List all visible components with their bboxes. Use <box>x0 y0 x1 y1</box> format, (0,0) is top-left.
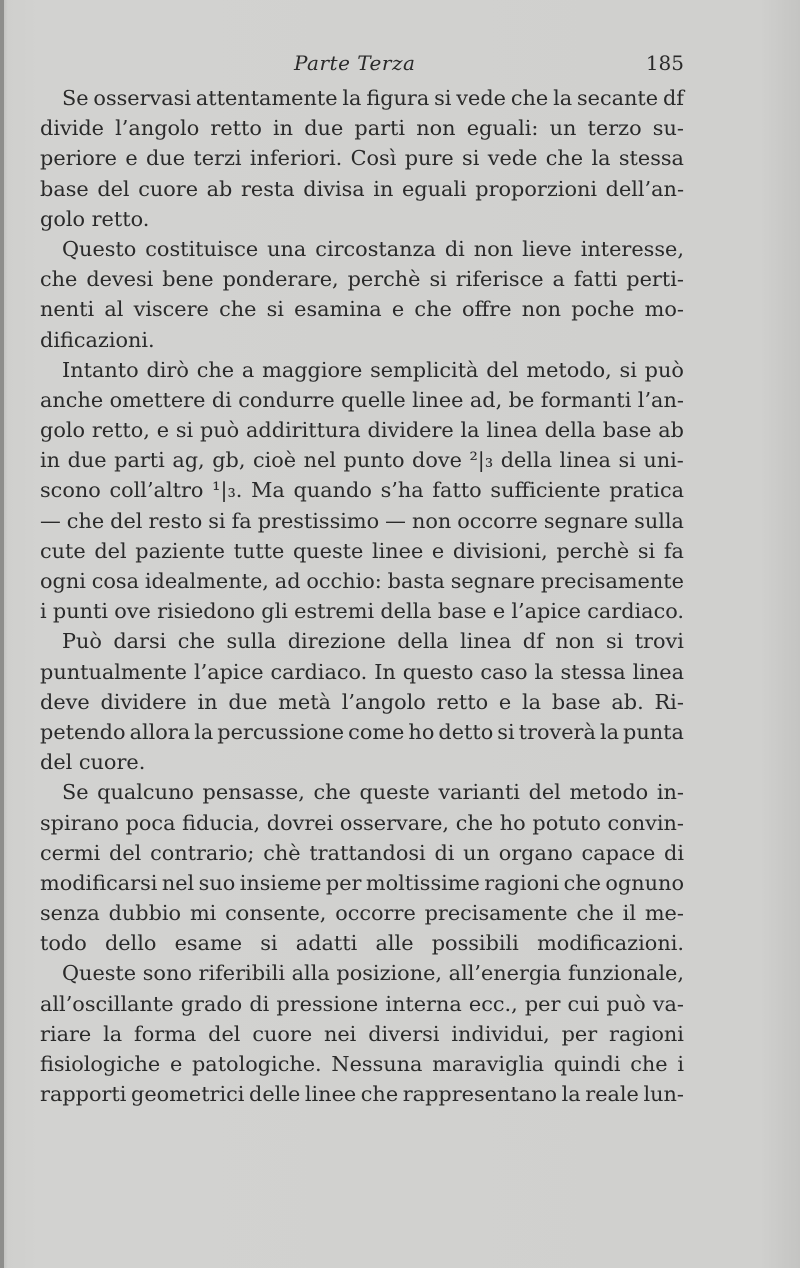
text-line: puntualmente l’apice cardiaco. In questo caso la stessa linea <box>40 659 684 684</box>
text-line: Intanto dirò che a maggiore semplicità del metodo, si può <box>62 357 684 382</box>
text-line: del cuore. <box>40 750 146 775</box>
text-line: Se osservasi attentamente la figura si vede che la secante df <box>62 86 684 110</box>
text-line: senza dubbio mi consente, occorre precisamente che il me- <box>40 901 684 926</box>
text-line: in due parti ag, gb, cioè nel punto dove ²|₃ della linea si uni- <box>40 448 684 473</box>
text-line: divide l’angolo retto in due parti non eguali: un terzo su- <box>40 116 684 141</box>
text-line: i punti ove risiedono gli estremi della base e l’apice cardiaco. <box>40 599 684 624</box>
text-line: petendo allora la percussione come ho detto si troverà la punta <box>40 719 684 744</box>
text-line: scono coll’altro ¹|₃. Ma quando s’ha fatto sufficiente pratica <box>40 478 684 503</box>
text-line: Questo costituisce una circostanza di non lieve interesse, <box>62 236 684 261</box>
text-line: todo dello esame si adatti alle possibili modificazioni. <box>40 931 684 956</box>
text-line: rapporti geometrici delle linee che rappresentano la reale lun- <box>40 1082 684 1107</box>
text-line: cermi del contrario; chè trattandosi di un organo capace di <box>40 840 684 865</box>
page-header <box>62 48 684 78</box>
text-line: periore e due terzi inferiori. Così pure si vede che la stessa <box>40 146 684 171</box>
text-line: cute del paziente tutte queste linee e divisioni, perchè si fa <box>40 538 684 563</box>
running-title: Parte Terza <box>294 51 416 75</box>
text-line: Se qualcuno pensasse, che queste varianti del metodo in- <box>62 780 684 805</box>
text-line: all’oscillante grado di pressione interna ecc., per cui può va- <box>40 991 684 1016</box>
text-line: Può darsi che sulla direzione della linea df non si trovi <box>62 629 684 654</box>
text-line: modificarsi nel suo insieme per moltissime ragioni che ognuno <box>40 870 684 895</box>
text-line: dificazioni. <box>40 327 155 352</box>
text-line: — che del resto si fa prestissimo — non occorre segnare sulla <box>40 508 684 533</box>
text-line: spirano poca fiducia, dovrei osservare, che ho potuto convin- <box>40 810 684 835</box>
body-text <box>40 83 684 1109</box>
text-line: golo retto. <box>40 206 150 231</box>
text-line: fisiologiche e patologiche. Nessuna maraviglia quindi che i <box>40 1052 684 1076</box>
text-line: riare la forma del cuore nei diversi individui, per ragioni <box>40 1021 684 1046</box>
page-number: 185 <box>645 51 684 75</box>
text-line: anche omettere di condurre quelle linee ad, be formanti l’an- <box>40 387 684 412</box>
text-line: nenti al viscere che si esamina e che offre non poche mo- <box>40 297 684 322</box>
text-line: base del cuore ab resta divisa in eguali proporzioni dell’an- <box>40 176 684 201</box>
text-line: ogni cosa idealmente, ad occhio: basta segnare precisamente <box>40 569 684 593</box>
text-line: Queste sono riferibili alla posizione, all’energia funzionale, <box>62 961 684 986</box>
text-line: golo retto, e si può addirittura dividere la linea della base ab <box>40 418 684 443</box>
text-line: che devesi bene ponderare, perchè si riferisce a fatti perti- <box>40 267 684 292</box>
text-line: deve dividere in due metà l’angolo retto e la base ab. Ri- <box>40 689 684 714</box>
page-binding-edge <box>0 0 4 1268</box>
